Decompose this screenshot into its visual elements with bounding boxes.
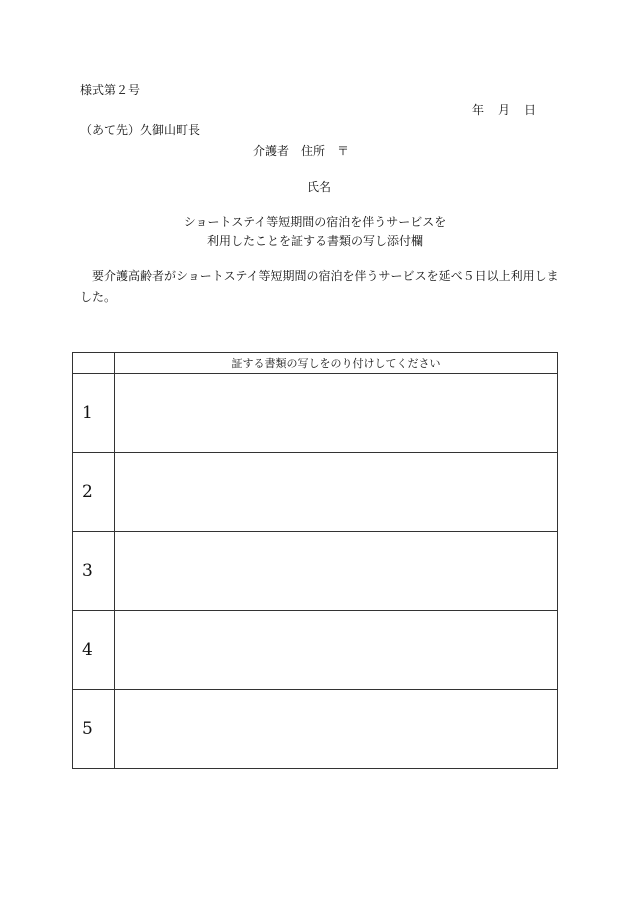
day-label: 日 [524,103,537,117]
address-label: 住所 [301,144,326,158]
month-label: 月 [498,103,511,117]
year-label: 年 [472,103,485,117]
row-number: 2 [73,453,115,532]
table-header-row [73,353,558,374]
row-number: 4 [73,611,115,690]
attachment-area [115,374,558,453]
table-header: 証する書類の写しをのり付けしてください [115,353,558,374]
addressee: （あて先）久御山町長 [80,123,201,137]
name-label: 氏名 [307,180,332,194]
row-number: 1 [73,374,115,453]
row-number: 5 [73,690,115,769]
document-title-line-1: ショートステイ等短期間の宿泊を伴うサービスを [183,215,447,229]
document-title-line-2: 利用したことを証する書類の写し添付欄 [206,234,423,248]
row-number: 3 [73,532,115,611]
form-number: 様式第２号 [80,83,141,97]
attachment-area [115,611,558,690]
caregiver-label: 介護者 [253,144,290,158]
attachment-area [115,453,558,532]
table-row [73,532,558,611]
attachment-table [72,352,558,769]
declaration-text: 要介護高齢者がショートステイ等短期間の宿泊を伴うサービスを延べ５日以上利用しました。 [80,269,559,304]
table-row [73,611,558,690]
date-line [472,101,536,118]
table-row [73,453,558,532]
attachment-area [115,690,558,769]
table-row [73,374,558,453]
table-corner-cell [73,353,115,374]
caregiver-line [253,142,349,159]
attachment-area [115,532,558,611]
table-row [73,690,558,769]
postal-mark: 〒 [337,144,350,158]
